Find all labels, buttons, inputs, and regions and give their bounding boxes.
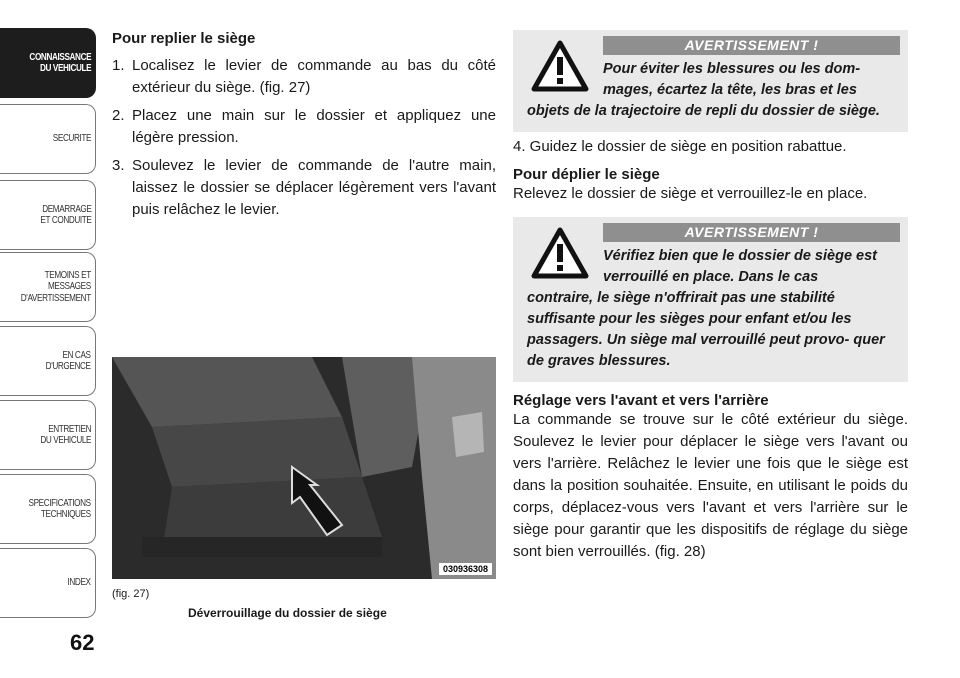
step-text: Soulevez le levier de commande de l'autre main, laissez le dossier se déplacer légèrement vers l'avant puis relâchez le levier. [132, 157, 496, 218]
adjust-heading: Réglage vers l'avant et vers l'arrière [513, 392, 769, 409]
step-number: 2. [112, 107, 125, 124]
warning-rest: objets de la trajectoire de repli du dossier de siège. [527, 103, 880, 119]
tab-label: INDEX [67, 576, 91, 589]
right-column [513, 30, 908, 563]
tab-securite[interactable] [0, 104, 96, 174]
list-item [112, 155, 496, 221]
tab-demarrage-conduite[interactable] [0, 180, 96, 250]
warning-triangle-icon [531, 40, 589, 92]
adjust-text: La commande se trouve sur le côté extérieur du siège. Soulevez le levier pour déplacer le siège vers l'avant ou vers l'arrière. Relâchez le levier une fois que le siège est dans la position souhaitée. Ensuite, en utilisant le poids du corps, déplacez-vous vers l'avant et vers l'arrière sur le siège pour garantir que les dispositifs de réglage du siège sont bien verrouillés. (fig. 28) [513, 411, 908, 560]
tab-entretien-vehicule[interactable] [0, 400, 96, 470]
tab-label: ENTRETIEN DU VEHICULE [40, 422, 91, 446]
unfold-heading: Pour déplier le siège [513, 166, 660, 183]
figure-reference: (fig. 27) [112, 588, 150, 600]
step-text: Localisez le levier de commande au bas du côté extérieur du siège. (fig. 27) [132, 57, 496, 96]
left-column [112, 30, 496, 227]
seat-illustration [112, 357, 496, 579]
tab-en-cas-urgence[interactable] [0, 326, 96, 396]
seat-photo [112, 357, 496, 579]
unfold-text: Relevez le dossier de siège et verrouillez-le en place. [513, 185, 868, 202]
list-item [112, 55, 496, 99]
figure-code: 030936308 [439, 563, 492, 575]
tab-label: DEMARRAGE ET CONDUITE [39, 202, 91, 226]
fold-steps [112, 55, 496, 221]
warning-box [513, 217, 908, 382]
page-number: 62 [70, 630, 95, 655]
warning-lead: Pour éviter les blessures ou les dom- mages, écartez la tête, les bras et les [603, 61, 861, 98]
tab-label: CONNAISSANCE DU VEHICULE [29, 50, 91, 74]
warning-lead: Vérifiez bien que le dossier de siège est verrouillé en place. Dans le cas [603, 248, 877, 285]
figure-caption: Déverrouillage du dossier de siège [188, 606, 387, 620]
warning-triangle-icon [531, 227, 589, 279]
tab-index[interactable] [0, 548, 96, 618]
step-text: Placez une main sur le dossier et appliquez une légère pression. [132, 107, 496, 146]
warning-title: AVERTISSEMENT ! [603, 36, 900, 55]
tab-label: SPECIFICATIONS TECHNIQUES [28, 496, 91, 520]
tab-specifications-techniques[interactable] [0, 474, 96, 544]
warning-box [513, 30, 908, 132]
step-4: 4. Guidez le dossier de siège en position rabattue. [513, 138, 847, 155]
list-item [112, 105, 496, 149]
step-number: 1. [112, 57, 125, 74]
tab-label: TEMOINS ET MESSAGES D'AVERTISSEMENT [20, 268, 91, 304]
step-number: 3. [112, 157, 125, 174]
warning-rest: contraire, le siège n'offrirait pas une stabilité suffisante pour les sièges pour enfant et/ou les passagers. Un siège mal verrouillé peut provo- quer de graves blessures. [527, 290, 885, 369]
warning-title: AVERTISSEMENT ! [603, 223, 900, 242]
tab-connaissance-vehicule[interactable] [0, 28, 96, 98]
tab-temoins-messages[interactable] [0, 252, 96, 322]
tab-label: EN CAS D'URGENCE [46, 348, 91, 372]
fold-heading: Pour replier le siège [112, 30, 256, 47]
tab-label: SECURITE [52, 132, 91, 145]
